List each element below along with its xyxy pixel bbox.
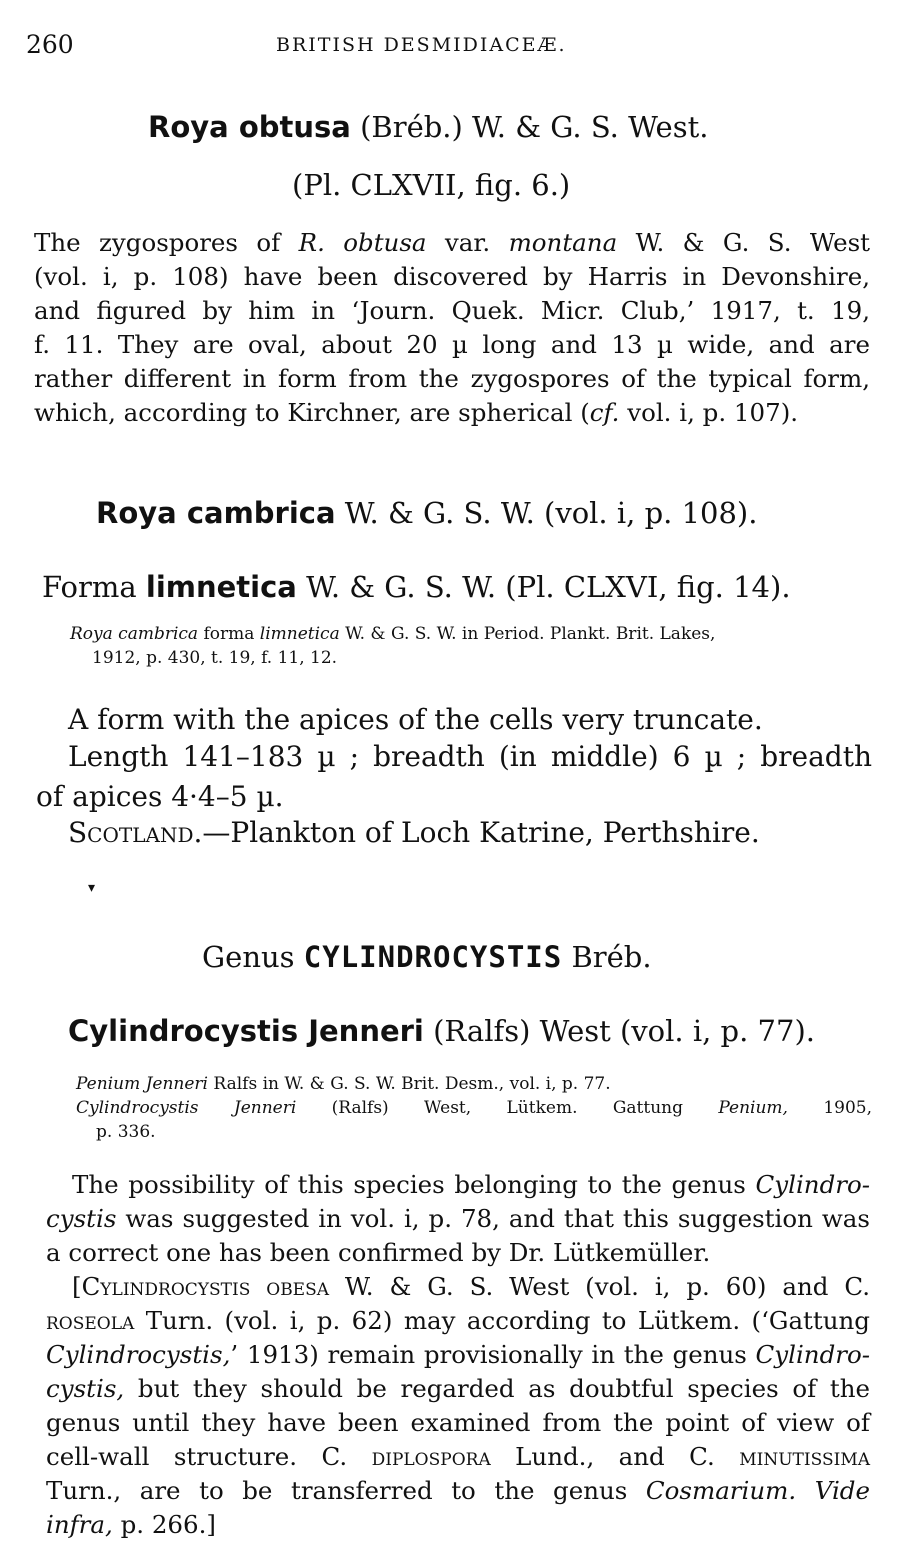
- running-title: BRITISH DESMIDIACEÆ.: [276, 34, 567, 56]
- species-heading-cylindrocystis-jenneri: Cylindrocystis Jenneri (Ralfs) West (vol. i, p. 77).: [68, 1014, 815, 1048]
- plate-reference: (Pl. CLXVII, fig. 6.): [292, 168, 571, 202]
- synonym-line: p. 336.: [96, 1122, 156, 1142]
- paragraph-line: rather different in form from the zygospores of the typical form,: [34, 364, 870, 393]
- paragraph-line: cystis, but they should be regarded as doubtful species of the: [46, 1374, 870, 1403]
- paragraph-line: genus until they have been examined from the point of view of: [46, 1408, 870, 1437]
- paragraph-line: [Cylindrocystis obesa W. & G. S. West (vol. i, p. 60) and C.: [72, 1272, 870, 1301]
- forma-heading: Forma limnetica W. & G. S. W. (Pl. CLXVI, fig. 14).: [42, 570, 791, 604]
- species-authority: (Bréb.) W. & G. S. West.: [350, 110, 709, 144]
- paragraph-line: The possibility of this species belonging to the genus Cylindro-: [72, 1170, 870, 1199]
- synonym-line: 1912, p. 430, t. 19, f. 11, 12.: [92, 648, 338, 668]
- species-heading-roya-cambrica: Roya cambrica W. & G. S. W. (vol. i, p. 108).: [96, 496, 758, 530]
- paragraph-line: infra, p. 266.]: [46, 1510, 216, 1539]
- description-line: of apices 4·4–5 µ.: [36, 780, 284, 813]
- ink-speck: ▾: [88, 880, 96, 896]
- synonym-line: Cylindrocystis Jenneri (Ralfs) West, Lütkem. Gattung Penium, 1905,: [76, 1098, 872, 1118]
- paragraph-line: (vol. i, p. 108) have been discovered by Harris in Devonshire,: [34, 262, 870, 291]
- locality-line: Scotland.—Plankton of Loch Katrine, Perthshire.: [68, 816, 760, 849]
- paragraph-line: Cylindrocystis,’ 1913) remain provisionally in the genus Cylindro-: [46, 1340, 870, 1369]
- paragraph-line: cell-wall structure. C. diplospora Lund., and C. minutissima: [46, 1442, 871, 1471]
- genus-heading: Genus CYLINDROCYSTIS Bréb.: [202, 940, 652, 974]
- description-line: Length 141–183 µ ; breadth (in middle) 6 µ ; breadth: [68, 740, 872, 773]
- species-name: Roya obtusa: [148, 110, 351, 144]
- paragraph-line: The zygospores of R. obtusa var. montana W. & G. S. West: [34, 228, 870, 257]
- paragraph-line: a correct one has been confirmed by Dr. Lütkemüller.: [46, 1238, 711, 1267]
- paragraph-line: roseola Turn. (vol. i, p. 62) may according to Lütkem. (‘Gattung: [46, 1306, 870, 1335]
- paragraph-line: f. 11. They are oval, about 20 µ long and 13 µ wide, and are: [34, 330, 870, 359]
- description-line: A form with the apices of the cells very truncate.: [68, 703, 763, 736]
- paragraph-line: and figured by him in ‘Journ. Quek. Micr. Club,’ 1917, t. 19,: [34, 296, 870, 325]
- paragraph-line: which, according to Kirchner, are spherical (cf. vol. i, p. 107).: [34, 398, 799, 427]
- page-number: 260: [26, 30, 74, 59]
- paragraph-line: cystis was suggested in vol. i, p. 78, and that this suggestion was: [46, 1204, 870, 1233]
- synonym-line: Penium Jenneri Ralfs in W. & G. S. W. Brit. Desm., vol. i, p. 77.: [76, 1074, 611, 1094]
- species-heading-roya-obtusa: [148, 110, 708, 144]
- paragraph-line: Turn., are to be transferred to the genus Cosmarium. Vide: [46, 1476, 870, 1505]
- synonym-line: Roya cambrica forma limnetica W. & G. S. W. in Period. Plankt. Brit. Lakes,: [70, 624, 716, 644]
